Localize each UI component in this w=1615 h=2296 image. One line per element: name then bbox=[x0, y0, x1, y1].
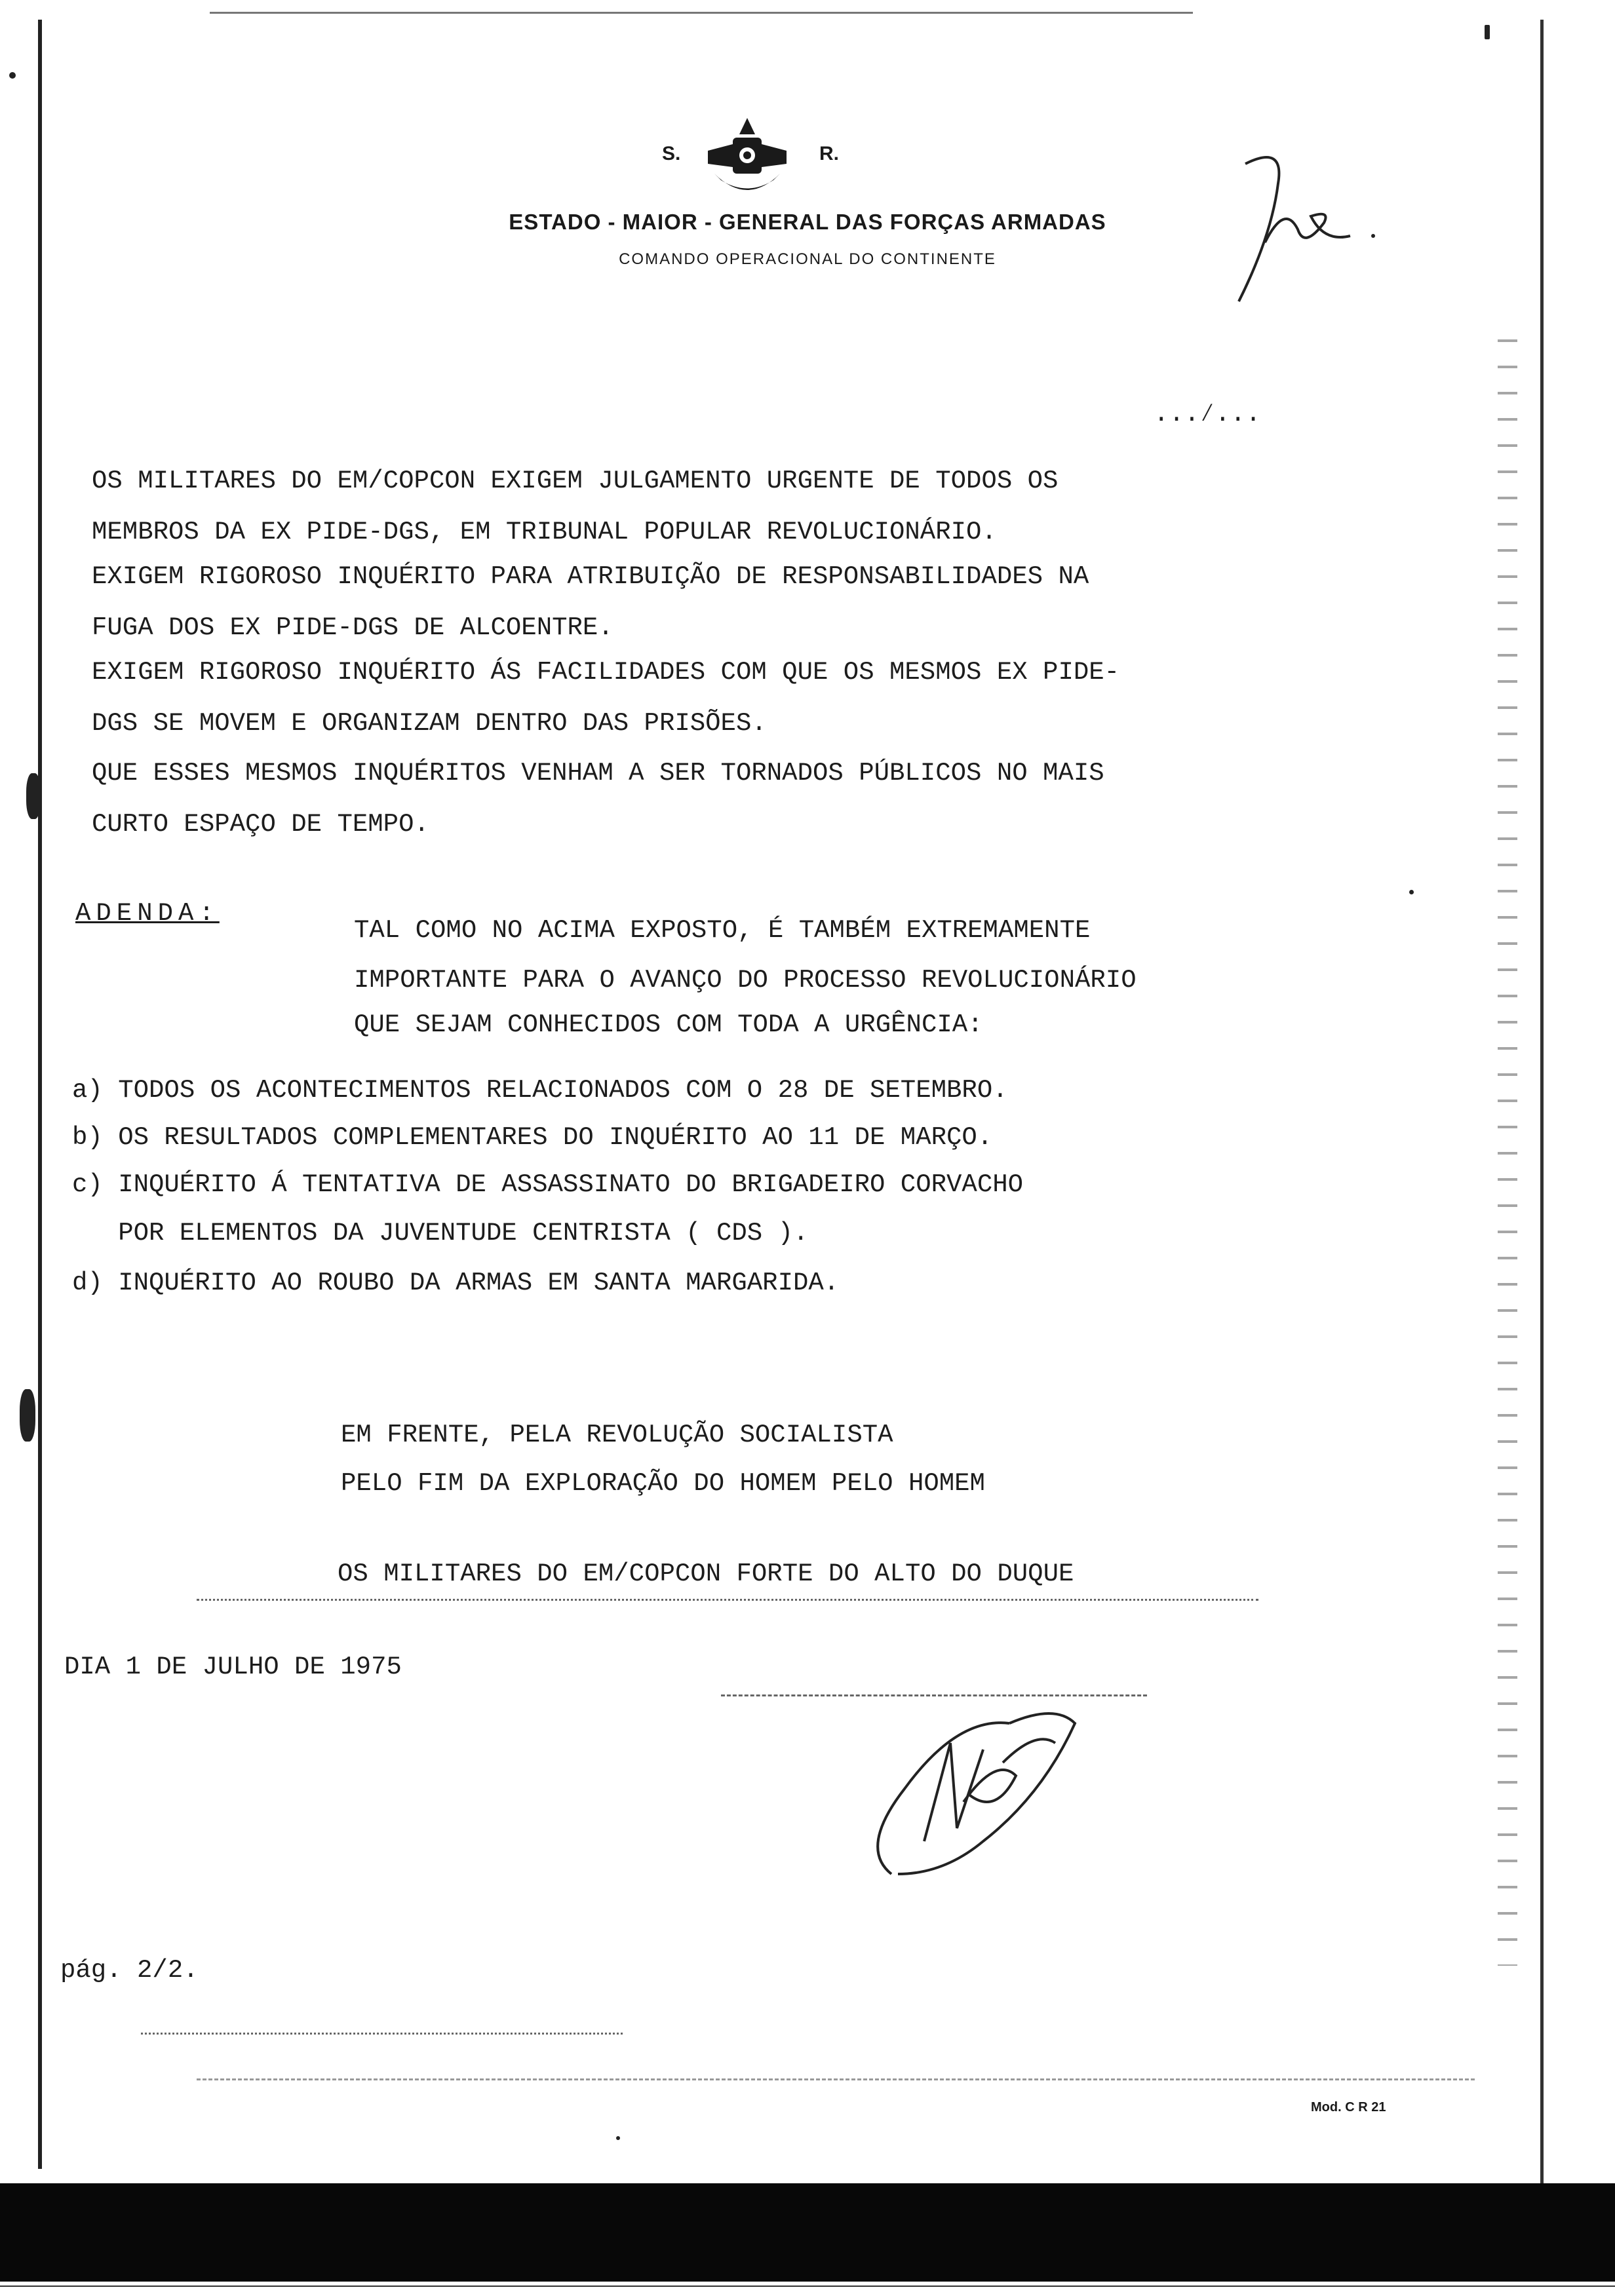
letterhead-right-letter: R. bbox=[819, 143, 839, 164]
handwritten-initials bbox=[1226, 144, 1383, 315]
scan-speck bbox=[26, 773, 41, 819]
page-number: pág. 2/2. bbox=[60, 1956, 199, 1985]
scan-right-edge bbox=[1540, 20, 1544, 2202]
body-line: DGS SE MOVEM E ORGANIZAM DENTRO DAS PRISÕES. bbox=[92, 709, 767, 738]
body-line: EXIGEM RIGOROSO INQUÉRITO ÁS FACILIDADES COM QUE OS MESMOS EX PIDE- bbox=[92, 658, 1120, 687]
footer-dotted-line bbox=[141, 2033, 623, 2035]
scan-speck bbox=[1485, 25, 1490, 39]
coat-of-arms-icon bbox=[701, 115, 793, 206]
closing-slogan: EM FRENTE, PELA REVOLUÇÃO SOCIALISTA bbox=[341, 1421, 893, 1449]
handwritten-signature bbox=[852, 1677, 1114, 1887]
letterhead-left-letter: S. bbox=[662, 143, 681, 164]
addendum-label: ADENDA: bbox=[75, 899, 220, 928]
signature-dotted-line bbox=[197, 1599, 1258, 1601]
footer-dashed-line bbox=[197, 2078, 1475, 2080]
scan-speck bbox=[616, 2136, 620, 2140]
body-line: OS MILITARES DO EM/COPCON EXIGEM JULGAMENTO URGENTE DE TODOS OS bbox=[92, 467, 1059, 495]
scan-top-rule bbox=[210, 12, 1193, 14]
body-line: FUGA DOS EX PIDE-DGS DE ALCOENTRE. bbox=[92, 613, 613, 642]
addendum-line: TAL COMO NO ACIMA EXPOSTO, É TAMBÉM EXTREMAMENTE bbox=[354, 916, 1091, 945]
list-item: c) INQUÉRITO Á TENTATIVA DE ASSASSINATO DO BRIGADEIRO CORVACHO bbox=[72, 1170, 1024, 1199]
scan-side-noise bbox=[1498, 328, 1517, 1966]
scan-bottom-rule bbox=[0, 2286, 1615, 2287]
command-subtitle: COMANDO OPERACIONAL DO CONTINENTE bbox=[619, 250, 996, 268]
list-item: d) INQUÉRITO AO ROUBO DA ARMAS EM SANTA MARGARIDA. bbox=[72, 1269, 840, 1297]
continuation-mark: ...∕... bbox=[1154, 400, 1261, 429]
signatories: OS MILITARES DO EM/COPCON FORTE DO ALTO DO DUQUE bbox=[338, 1559, 1074, 1588]
addendum-line: QUE SEJAM CONHECIDOS COM TODA A URGÊNCIA: bbox=[354, 1010, 983, 1039]
body-line: CURTO ESPAÇO DE TEMPO. bbox=[92, 810, 429, 839]
organization-title: ESTADO - MAIOR - GENERAL DAS FORÇAS ARMADAS bbox=[509, 210, 1106, 234]
scan-speck bbox=[20, 1389, 35, 1442]
addendum-line: IMPORTANTE PARA O AVANÇO DO PROCESSO REVOLUCIONÁRIO bbox=[354, 966, 1137, 995]
scan-left-edge bbox=[38, 20, 42, 2169]
body-line: MEMBROS DA EX PIDE-DGS, EM TRIBUNAL POPULAR REVOLUCIONÁRIO. bbox=[92, 518, 997, 546]
list-item: POR ELEMENTOS DA JUVENTUDE CENTRISTA ( CDS ). bbox=[72, 1219, 809, 1248]
form-code: Mod. C R 21 bbox=[1311, 2100, 1386, 2114]
closing-slogan: PELO FIM DA EXPLORAÇÃO DO HOMEM PELO HOMEM bbox=[341, 1469, 985, 1498]
body-line: QUE ESSES MESMOS INQUÉRITOS VENHAM A SER TORNADOS PÚBLICOS NO MAIS bbox=[92, 759, 1104, 788]
scan-bottom-bar bbox=[0, 2183, 1615, 2282]
scan-speck bbox=[1409, 890, 1414, 894]
body-line: EXIGEM RIGOROSO INQUÉRITO PARA ATRIBUIÇÃO DE RESPONSABILIDADES NA bbox=[92, 562, 1089, 591]
scan-speck bbox=[9, 72, 16, 79]
list-item: a) TODOS OS ACONTECIMENTOS RELACIONADOS COM O 28 DE SETEMBRO. bbox=[72, 1076, 1008, 1105]
list-item: b) OS RESULTADOS COMPLEMENTARES DO INQUÉRITO AO 11 DE MARÇO. bbox=[72, 1123, 993, 1152]
document-date: DIA 1 DE JULHO DE 1975 bbox=[64, 1653, 402, 1681]
